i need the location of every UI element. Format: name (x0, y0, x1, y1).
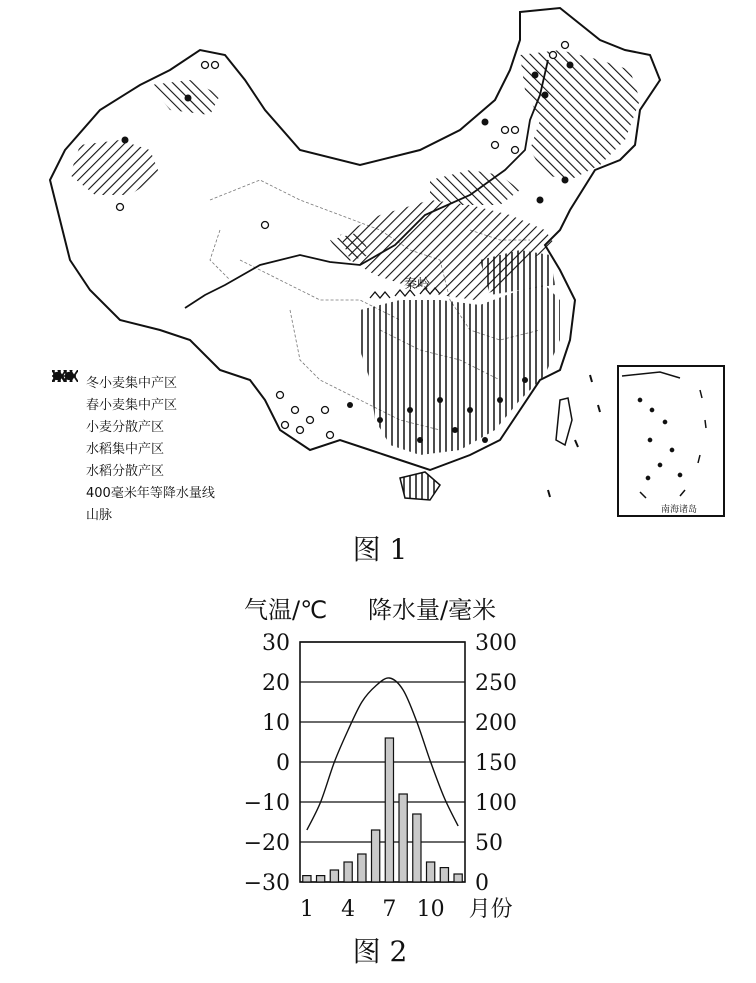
legend-label: 400毫米年等降水量线 (86, 485, 215, 501)
precipitation-bar (303, 876, 311, 882)
legend-item-winter-wheat (52, 370, 282, 392)
left-tick-label: −30 (243, 871, 290, 896)
x-tick-label: 7 (382, 897, 397, 922)
x-tick-label: 1 (299, 897, 314, 922)
qinling-label: 秦岭 (404, 277, 431, 292)
legend-item-mountain (52, 502, 282, 524)
legend-item-rice-scattered (52, 458, 282, 480)
map-legend (52, 370, 282, 524)
x-unit-label: 月份 (468, 897, 513, 922)
left-tick-label: −10 (243, 791, 290, 816)
isohyet-line-icon (52, 484, 86, 498)
precipitation-bar (330, 870, 338, 882)
left-tick-label: 0 (276, 751, 290, 776)
taiwan-island (556, 398, 572, 445)
precipitation-bar (413, 814, 421, 882)
right-tick-label: 0 (475, 871, 489, 896)
precipitation-bar (427, 862, 435, 882)
left-tick-label: 10 (262, 711, 290, 736)
precipitation-bar (399, 794, 407, 882)
south-china-sea-inset (618, 366, 724, 516)
x-tick-label: 4 (341, 897, 356, 922)
filled-dot-icon (52, 462, 86, 476)
temperature-curve (307, 678, 458, 830)
right-tick-label: 300 (475, 631, 517, 656)
legend-label: 春小麦集中产区 (86, 397, 178, 413)
spring-wheat-hatch-icon (52, 396, 86, 410)
legend-label: 山脉 (86, 507, 113, 523)
left-axis-title: 气温/℃ (244, 596, 328, 624)
figure1-caption: 图 1 (352, 533, 408, 566)
precipitation-bar (317, 876, 325, 882)
right-tick-label: 50 (475, 831, 503, 856)
legend-label: 水稻集中产区 (86, 441, 165, 457)
right-tick-label: 100 (475, 791, 517, 816)
legend-item-spring-wheat (52, 392, 282, 414)
precipitation-bar (454, 874, 462, 882)
right-tick-label: 150 (475, 751, 517, 776)
inset-label: 南海诸岛 (660, 505, 697, 515)
x-tick-label: 10 (416, 897, 445, 922)
rice-concentrated-area (360, 285, 560, 455)
legend-item-rice-concentrated (52, 436, 282, 458)
right-tick-label: 250 (475, 671, 517, 696)
precipitation-bar (385, 738, 393, 882)
vertical-lines-icon (52, 440, 86, 454)
spring-wheat-area-northeast (520, 50, 640, 180)
climate-chart-figure (0, 590, 756, 983)
left-tick-label: 30 (262, 631, 290, 656)
mountain-icon (52, 506, 86, 520)
left-tick-label: −20 (243, 831, 290, 856)
legend-label: 小麦分散产区 (86, 419, 165, 435)
hainan-island (400, 472, 440, 500)
right-tick-label: 200 (475, 711, 517, 736)
figure2-caption: 图 2 (352, 935, 408, 968)
open-circle-icon (52, 418, 86, 432)
precipitation-bar (358, 854, 366, 882)
precipitation-bar (440, 868, 448, 882)
climate-chart (0, 590, 756, 983)
legend-item-isohyet (52, 480, 282, 502)
precipitation-bar (372, 830, 380, 882)
left-tick-label: 20 (262, 671, 290, 696)
precipitation-bar (344, 862, 352, 882)
legend-label: 水稻分散产区 (86, 463, 165, 479)
legend-item-wheat-scattered (52, 414, 282, 436)
right-axis-title: 降水量/毫米 (368, 596, 497, 624)
legend-label: 冬小麦集中产区 (86, 375, 178, 391)
